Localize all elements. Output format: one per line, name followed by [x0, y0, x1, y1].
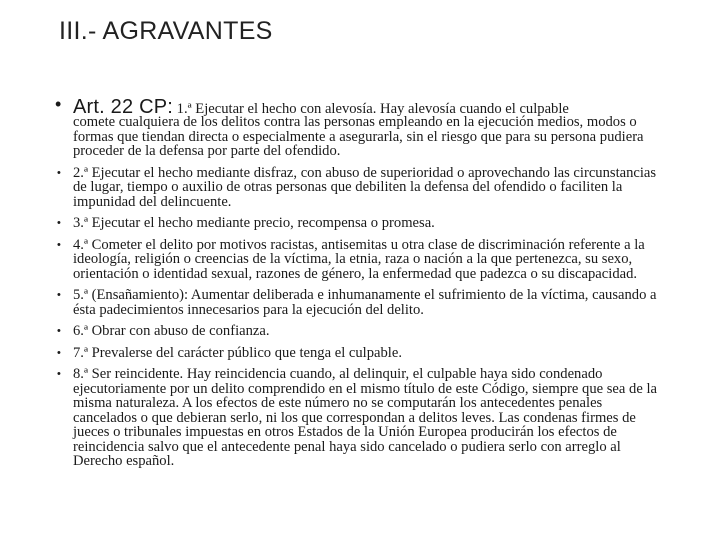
list-item — [55, 324, 667, 339]
list-item — [55, 216, 667, 231]
list-item-text: 8.ª Ser reincidente. Hay reincidencia cuando, al delinquir, el culpable haya sido condenado ejecutoriamente por un delito comprendido en el mismo título de este Código, siempre que sea de la misma naturaleza. A los efectos de este número no se computarán los antecedentes penales cancelados o que debieran serlo, ni los que correspondan a delitos leves. Las condenas firmes de jueces o tribunales impuestas en otros Estados de la Unión Europea producirán los efectos de reincidencia salvo que el antecedente penal haya sido cancelado o pudiera serlo con arreglo al Derecho español. — [73, 366, 657, 469]
bullet-icon: • — [57, 346, 61, 359]
bullet-icon: • — [55, 94, 62, 114]
item-1-continuation: comete cualquiera de los delitos contra las personas empleando en la ejecución medios, modos o formas que tiendan directa o especialmente a asegurarla, sin el riesgo que para su persona pudiera proceder de la defensa por parte del ofendido. — [73, 114, 644, 159]
bullet-icon: • — [57, 368, 61, 380]
list-item-text: 4.ª Cometer el delito por motivos racistas, antisemitas u otra clase de discriminación referente a la ideología, religión o creencias de la víctima, la etnia, raza o nación a la que pertenezca, su sexo, orientación o identidad sexual, razones de género, la enfermedad que padezca o su discapacidad. — [73, 236, 645, 282]
list-item-text: 6.ª Obrar con abuso de confianza. — [73, 323, 270, 339]
bullet-icon: • — [57, 238, 61, 251]
list-item-text: 3.ª Ejecutar el hecho mediante precio, recompensa o promesa. — [73, 215, 435, 231]
list-item — [55, 238, 667, 282]
list-item — [55, 346, 667, 361]
list-item-intro — [55, 96, 667, 159]
bullet-icon: • — [57, 166, 61, 179]
list-item-text: 2.ª Ejecutar el hecho mediante disfraz, con abuso de superioridad o aprovechando las circunstancias de lugar, tiempo o auxilio de otras personas que debiliten la defensa del ofendido o faciliten la impunidad del delincuente. — [73, 164, 657, 210]
list-item — [55, 166, 667, 210]
aggravating-circumstances-list — [55, 96, 667, 469]
article-reference: Art. 22 CP: — [73, 96, 174, 118]
list-item — [55, 367, 667, 469]
bullet-icon: • — [57, 325, 61, 337]
slide-title: III.- AGRAVANTES — [59, 17, 273, 45]
bullet-icon: • — [57, 217, 61, 229]
list-item-text: 5.ª (Ensañamiento): Aumentar deliberada e inhumanamente el sufrimiento de la víctima, causando a ésta padecimientos innecesarios para la ejecución del delito. — [73, 287, 657, 318]
list-item-text: 7.ª Prevalerse del carácter público que tenga el culpable. — [73, 344, 402, 361]
item-1-first-line: 1.ª Ejecutar el hecho con alevosía. Hay alevosía cuando el culpable — [176, 101, 569, 117]
list-item — [55, 288, 667, 317]
bullet-icon: • — [57, 289, 61, 301]
